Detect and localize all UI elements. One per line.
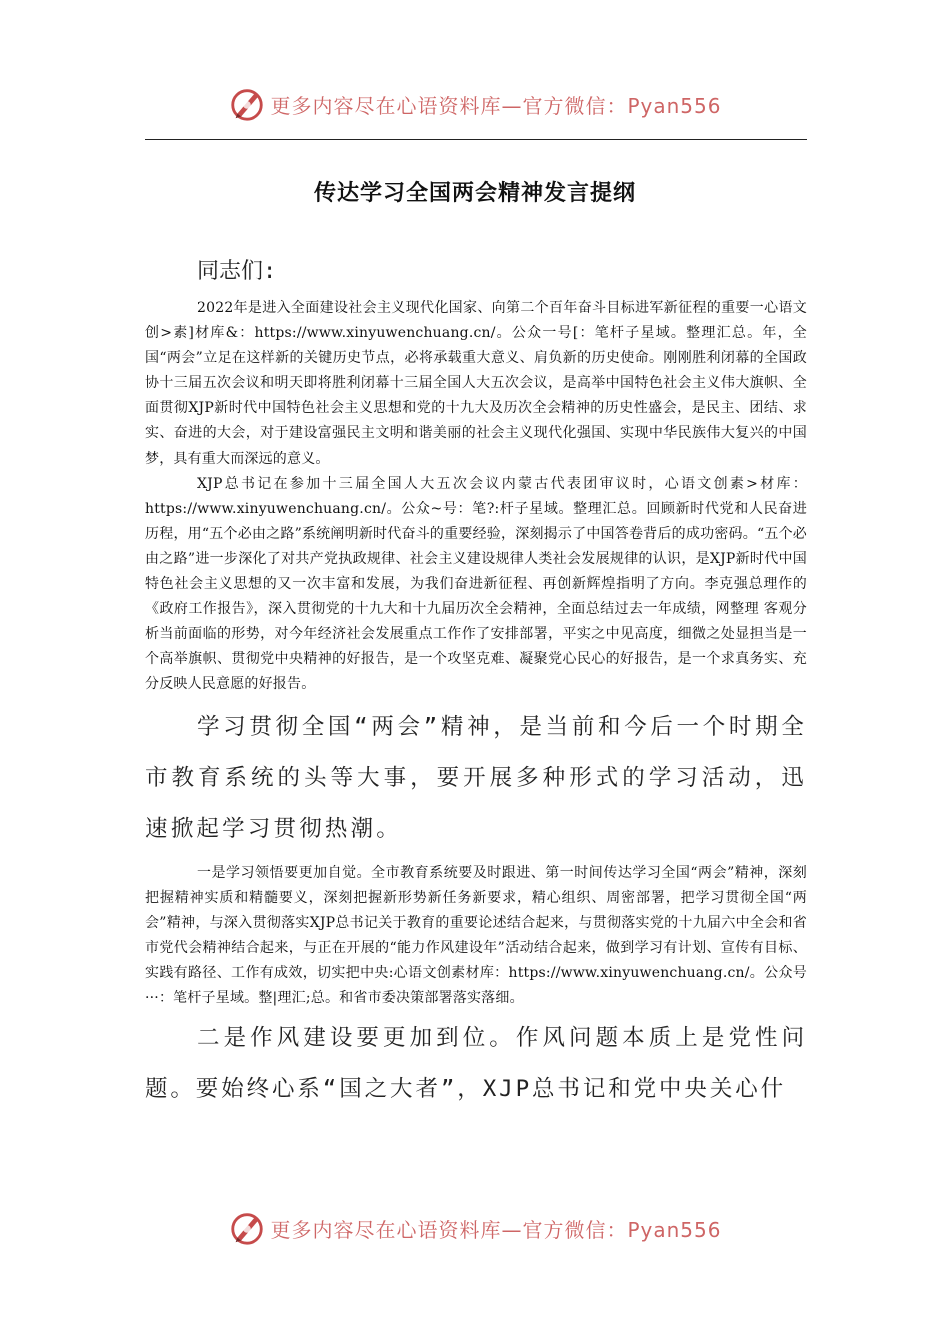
paragraph-4: 一是学习领悟要更加自觉。全市教育系统要及时跟进、第一时间传达学习全国“两会”精神，深刻把握精神实质和精髓要义，深刻把握新形势新任务新要求，精心组织、周密部署，把学习贯彻全国“两会”精神，与深入贯彻落实XJP总书记关于教育的重要论述结合起来，与贯彻落实党的十九届六中全会和省市党代会精神结合起来，与正在开展的“能力作风建设年”活动结合起来，做到学习有计划、宣传有目标、实践有路径、工作有成效，切实把中央:心语文创素材库：https://www.xinyuwenchuang.cn/。公众号···：笔杆子星域。整|理汇;总。和省市委决策部署落实落细。 <box>145 864 807 1006</box>
greeting: 同志们: <box>197 259 277 284</box>
document-body <box>145 250 807 1115</box>
paragraph-1: 2022年是进入全面建设社会主义现代化国家、向第二个百年奋斗目标进军新征程的重要一心语文创>素]材库&：https://www.xinyuwenchuang.cn/。公众一号[：笔杆子星域。整理汇总。年，全国“两会”立足在这样新的关键历史节点，必将承载重大意义、肩负新的历史使命。刚刚胜利闭幕的全国政协十三届五次会议和明天即将胜利闭幕十三届全国人大五次会议，是高举中国特色社会主义伟大旗帜、全面贯彻XJP新时代中国特色社会主义思想和党的十九大及历次全会精神的历史性盛会，是民主、团结、求实、奋进的大会，对于建设富强民主文明和谐美丽的社会主义现代化强国、实现中华民族伟大复兴的中国梦，具有重大而深远的意义。 <box>145 300 807 467</box>
header-divider <box>145 139 807 140</box>
header-banner-text: 更多内容尽在心语资料库—官方微信：Pyan556 <box>270 93 722 118</box>
paragraph-5 <box>145 1013 807 1115</box>
header-banner <box>0 82 950 126</box>
paragraph-5-lead: 二是作风建设要更加到位。 <box>197 1025 516 1052</box>
footer-banner-text: 更多内容尽在心语资料库—官方微信：Pyan556 <box>270 1217 722 1242</box>
paragraph-3: 学习贯彻全国“两会”精神，是当前和今后一个时期全市教育系统的头等大事，要开展多种形式的学习活动，迅速掀起学习贯彻热潮。 <box>145 713 807 842</box>
page-title: 传达学习全国两会精神发言提纲 <box>313 181 636 206</box>
paragraph-2: XJP总书记在参加十三届全国人大五次会议内蒙古代表团审议时，心语文创素>材库：https://www.xinyuwenchuang.cn/。公众~号：笔?:杆子星域。整理汇总。回顾新时代党和人民奋进历程，用“五个必由之路”系统阐明新时代奋斗的重要经验，深刻揭示了中国答卷背后的成功密码。“五个必由之路”进一步深化了对共产党执政规律、社会主义建设规律人类社会发展规律的认识，是XJP新时代中国特色社会主义思想的又一次丰富和发展，为我们奋进新征程、再创新辉煌指明了方向。李克强总理作的《政府工作报告》，深入贯彻党的十九大和十九届历次全会精神，全面总结过去一年成绩，网整理 客观分析当前面临的形势，对今年经济社会发展重点工作作了安排部署，平实之中见高度，细微之处显担当是一个高举旗帜、贯彻党中央精神的好报告，是一个攻坚克难、凝聚党心民心的好报告，是一个求真务实、充分反映人民意愿的好报告。 <box>145 475 807 693</box>
pen-circle-logo-icon <box>228 85 266 123</box>
footer-banner <box>0 1206 950 1250</box>
pen-circle-logo-icon <box>228 1209 266 1247</box>
paragraph-5-rest: 作风问题本质上是党性问题。要始终心系“国之大者”，XJP总书记和党中央关心什 <box>145 1025 807 1103</box>
